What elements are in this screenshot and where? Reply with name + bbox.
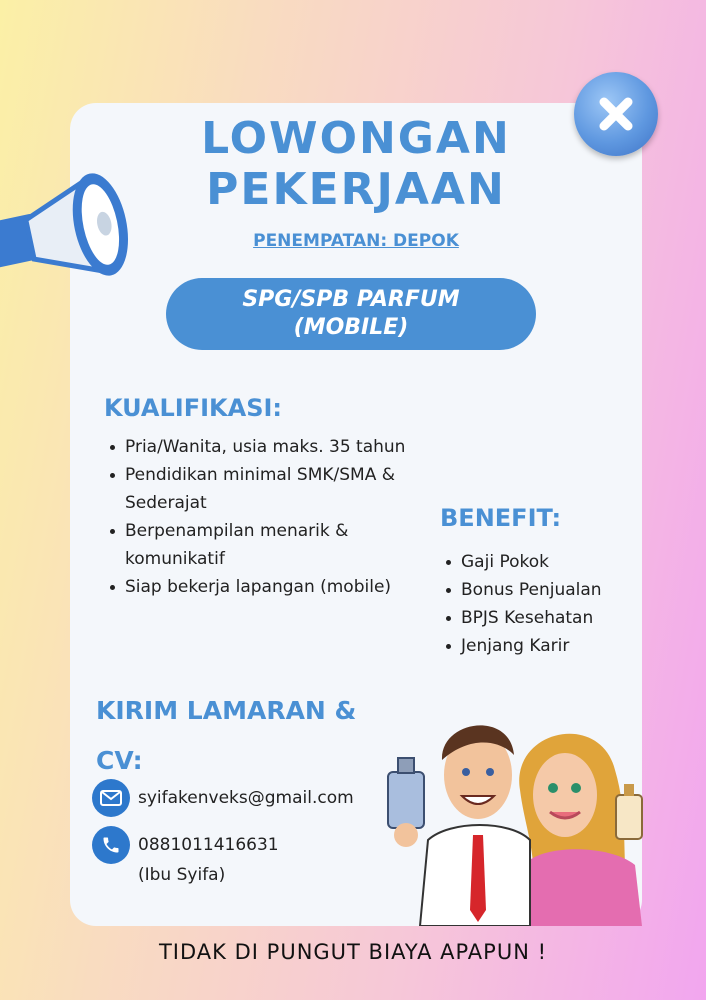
position-line1: SPG/SPB PARFUM: [242, 287, 460, 312]
phone-number[interactable]: 0881011416631: [138, 835, 279, 855]
qualifications-heading: KUALIFIKASI:: [104, 394, 283, 422]
benefits-list: [444, 548, 634, 660]
list-item: Pria/Wanita, usia maks. 35 tahun: [108, 433, 438, 461]
list-item: BPJS Kesehatan: [444, 604, 634, 632]
apply-heading: KIRIM LAMARAN & CV:: [96, 696, 357, 775]
page-title-line2: PEKERJAAN: [206, 164, 506, 215]
list-item-continued: komunikatif: [125, 549, 225, 569]
position-line2: (MOBILE): [293, 315, 409, 340]
position-badge: [166, 278, 536, 350]
footer-note: TIDAK DI PUNGUT BIAYA APAPUN !: [158, 940, 548, 964]
list-item-continued: Sederajat: [125, 493, 207, 513]
location-label: PENEMPATAN: DEPOK: [253, 231, 459, 251]
phone-icon: [92, 826, 130, 864]
benefits-heading: BENEFIT:: [440, 504, 562, 532]
contact-name: (Ibu Syifa): [138, 865, 226, 885]
list-item: Gaji Pokok: [444, 548, 634, 576]
couple-illustration: [380, 700, 660, 926]
mail-icon: [92, 779, 130, 817]
list-item: Berpenampilan menarik &: [108, 517, 438, 545]
email-link[interactable]: syifakenveks@gmail.com: [138, 788, 354, 808]
list-item: Pendidikan minimal SMK/SMA &: [108, 461, 438, 489]
list-item: Siap bekerja lapangan (mobile): [108, 573, 438, 601]
list-item: Jenjang Karir: [444, 632, 634, 660]
list-item: Bonus Penjualan: [444, 576, 634, 604]
page-title-line1: LOWONGAN: [201, 113, 511, 164]
qualifications-list: [108, 433, 438, 601]
